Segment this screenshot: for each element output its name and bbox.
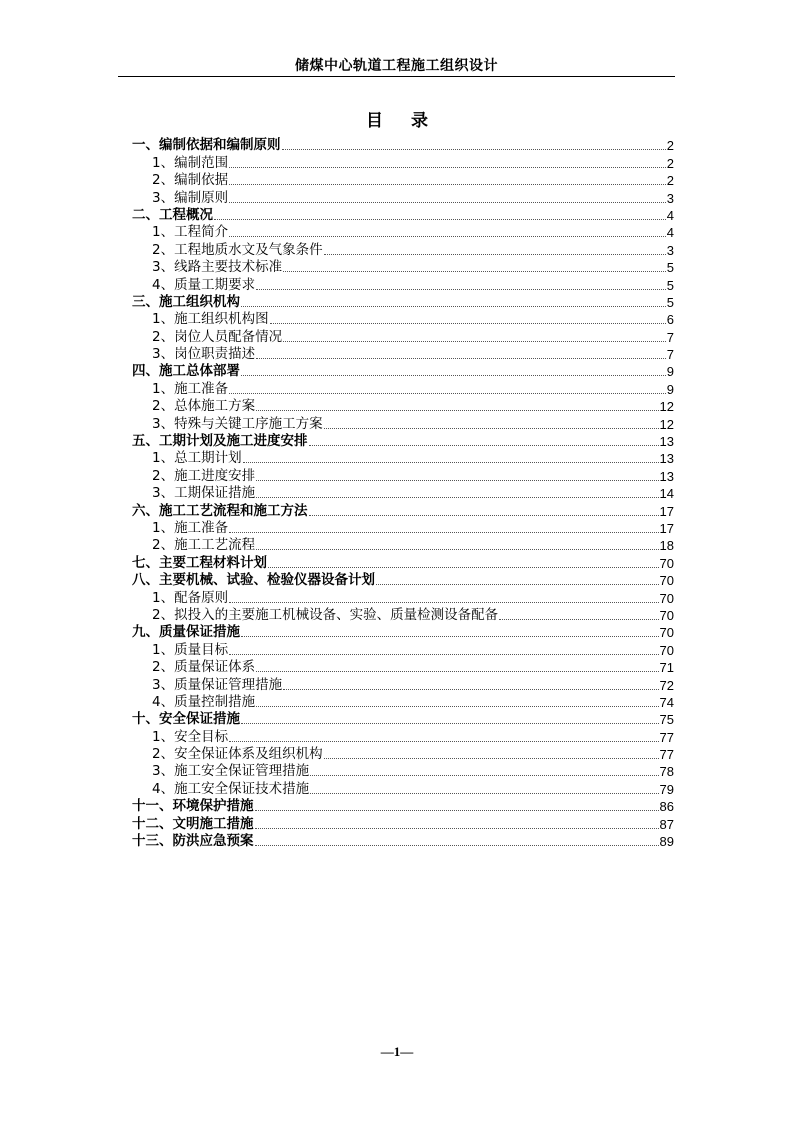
- toc-entry-page-number: 12: [659, 416, 674, 432]
- toc-entry-page-number: 17: [659, 520, 674, 536]
- toc-subsection-entry[interactable]: [132, 520, 674, 537]
- toc-section-entry[interactable]: [132, 554, 674, 571]
- toc-entry-page-number: 2: [666, 155, 674, 171]
- toc-entry-page-number: 70: [659, 642, 674, 658]
- toc-dot-leader: [376, 584, 659, 585]
- toc-subsection-entry[interactable]: [132, 537, 674, 554]
- toc-dot-leader: [499, 619, 658, 620]
- toc-entry-label: 1、安全目标: [152, 728, 229, 745]
- toc-subsection-entry[interactable]: [132, 398, 674, 415]
- page-number: —1—: [380, 1044, 414, 1059]
- toc-dot-leader: [256, 410, 658, 411]
- toc-dot-leader: [229, 184, 666, 185]
- toc-section-entry[interactable]: [132, 137, 674, 154]
- toc-dot-leader: [229, 393, 666, 394]
- toc-subsection-entry[interactable]: [132, 415, 674, 432]
- toc-entry-page-number: 5: [666, 260, 674, 276]
- toc-entry-page-number: 77: [659, 747, 674, 763]
- toc-subsection-entry[interactable]: [132, 380, 674, 397]
- toc-entry-page-number: 2: [666, 173, 674, 189]
- toc-entry-label: 五、工期计划及施工进度安排: [132, 433, 308, 450]
- toc-dot-leader: [270, 323, 666, 324]
- toc-subsection-entry[interactable]: [132, 607, 674, 624]
- toc-dot-leader: [256, 671, 658, 672]
- toc-section-entry[interactable]: [132, 502, 674, 519]
- toc-entry-label: 十二、文明施工措施: [132, 815, 254, 832]
- toc-subsection-entry[interactable]: [132, 763, 674, 780]
- toc-entry-label: 2、施工进度安排: [152, 467, 256, 484]
- toc-entry-label: 3、质量保证管理措施: [152, 676, 283, 693]
- toc-dot-leader: [256, 497, 658, 498]
- toc-section-entry[interactable]: [132, 815, 674, 832]
- toc-entry-page-number: 74: [659, 694, 674, 710]
- toc-entry-page-number: 70: [659, 555, 674, 571]
- toc-dot-leader: [255, 845, 659, 846]
- toc-entry-label: 1、总工期计划: [152, 450, 242, 467]
- toc-entry-page-number: 9: [666, 381, 674, 397]
- toc-entry-label: 九、质量保证措施: [132, 624, 240, 641]
- toc-subsection-entry[interactable]: [132, 259, 674, 276]
- toc-dot-leader: [283, 341, 666, 342]
- toc-subsection-entry[interactable]: [132, 311, 674, 328]
- toc-entry-label: 八、主要机械、试验、检验仪器设备计划: [132, 572, 375, 589]
- toc-entry-label: 4、施工安全保证技术措施: [152, 780, 310, 797]
- toc-entry-page-number: 17: [659, 503, 674, 519]
- toc-entry-page-number: 4: [666, 225, 674, 241]
- toc-section-entry[interactable]: [132, 294, 674, 311]
- toc-entry-label: 十一、环境保护措施: [132, 798, 254, 815]
- toc-subsection-entry[interactable]: [132, 346, 674, 363]
- toc-subsection-entry[interactable]: [132, 485, 674, 502]
- toc-entry-label: 2、岗位人员配备情况: [152, 328, 283, 345]
- toc-dot-leader: [241, 306, 666, 307]
- toc-entry-page-number: 9: [666, 364, 674, 380]
- toc-section-entry[interactable]: [132, 433, 674, 450]
- toc-dot-leader: [256, 289, 666, 290]
- toc-subsection-entry[interactable]: [132, 276, 674, 293]
- toc-dot-leader: [310, 793, 658, 794]
- toc-dot-leader: [309, 515, 659, 516]
- toc-dot-leader: [256, 549, 658, 550]
- toc-subsection-entry[interactable]: [132, 728, 674, 745]
- toc-section-entry[interactable]: [132, 363, 674, 380]
- toc-entry-label: 3、编制原则: [152, 189, 229, 206]
- toc-dot-leader: [241, 723, 659, 724]
- toc-entry-label: 1、配备原则: [152, 589, 229, 606]
- toc-entry-label: 4、质量工期要求: [152, 276, 256, 293]
- toc-entry-page-number: 70: [659, 607, 674, 623]
- toc-entry-page-number: 13: [659, 434, 674, 450]
- toc-section-entry[interactable]: [132, 572, 674, 589]
- toc-entry-page-number: 7: [666, 347, 674, 363]
- toc-entry-label: 十、安全保证措施: [132, 711, 240, 728]
- toc-dot-leader: [256, 480, 658, 481]
- toc-entry-label: 三、施工组织机构: [132, 293, 240, 310]
- toc-entry-page-number: 70: [659, 590, 674, 606]
- toc-entry-label: 3、施工安全保证管理措施: [152, 763, 310, 780]
- toc-dot-leader: [229, 167, 666, 168]
- toc-section-entry[interactable]: [132, 207, 674, 224]
- toc-dot-leader: [255, 828, 659, 829]
- toc-dot-leader: [229, 532, 658, 533]
- toc-dot-leader: [324, 428, 659, 429]
- toc-entry-page-number: 79: [659, 781, 674, 797]
- toc-subsection-entry[interactable]: [132, 328, 674, 345]
- toc-entry-page-number: 71: [659, 660, 674, 676]
- toc-entry-page-number: 2: [666, 138, 674, 154]
- toc-entry-label: 2、总体施工方案: [152, 398, 256, 415]
- toc-section-entry[interactable]: [132, 798, 674, 815]
- toc-dot-leader: [229, 654, 658, 655]
- toc-subsection-entry[interactable]: [132, 467, 674, 484]
- toc-entry-label: 1、施工组织机构图: [152, 311, 269, 328]
- toc-dot-leader: [256, 706, 658, 707]
- document-header-title: 储煤中心轨道工程施工组织设计: [295, 58, 498, 74]
- toc-dot-leader: [324, 758, 659, 759]
- toc-entry-label: 2、编制依据: [152, 172, 229, 189]
- toc-entry-label: 1、质量目标: [152, 641, 229, 658]
- toc-entry-label: 二、工程概况: [132, 206, 213, 223]
- toc-entry-label: 2、工程地质水文及气象条件: [152, 241, 323, 258]
- toc-entry-page-number: 89: [659, 834, 674, 850]
- toc-dot-leader: [283, 271, 666, 272]
- toc-subsection-entry[interactable]: [132, 241, 674, 258]
- toc-entry-page-number: 72: [659, 677, 674, 693]
- toc-entry-page-number: 6: [666, 312, 674, 328]
- toc-entry-page-number: 87: [659, 816, 674, 832]
- toc-section-entry[interactable]: [132, 711, 674, 728]
- toc-dot-leader: [256, 358, 666, 359]
- toc-dot-leader: [324, 254, 666, 255]
- toc-dot-leader: [310, 775, 658, 776]
- toc-subsection-entry[interactable]: [132, 450, 674, 467]
- toc-entry-page-number: 13: [659, 468, 674, 484]
- toc-dot-leader: [282, 149, 666, 150]
- header-divider: [118, 76, 675, 77]
- toc-entry-label: 1、编制范围: [152, 154, 229, 171]
- table-of-contents: [132, 137, 674, 850]
- toc-entry-page-number: 3: [666, 190, 674, 206]
- toc-entry-label: 七、主要工程材料计划: [132, 554, 267, 571]
- toc-dot-leader: [229, 602, 658, 603]
- toc-dot-leader: [229, 202, 666, 203]
- toc-section-entry[interactable]: [132, 624, 674, 641]
- toc-entry-page-number: 5: [666, 294, 674, 310]
- toc-entry-page-number: 4: [666, 207, 674, 223]
- toc-entry-label: 1、施工准备: [152, 519, 229, 536]
- toc-dot-leader: [309, 445, 659, 446]
- toc-entry-label: 3、特殊与关键工序施工方案: [152, 415, 323, 432]
- toc-subsection-entry[interactable]: [132, 172, 674, 189]
- toc-entry-label: 3、岗位职责描述: [152, 346, 256, 363]
- toc-entry-label: 2、施工工艺流程: [152, 537, 256, 554]
- toc-entry-page-number: 86: [659, 799, 674, 815]
- toc-entry-label: 六、施工工艺流程和施工方法: [132, 502, 308, 519]
- toc-entry-page-number: 3: [666, 242, 674, 258]
- toc-subsection-entry[interactable]: [132, 189, 674, 206]
- toc-dot-leader: [241, 636, 659, 637]
- toc-dot-leader: [214, 219, 666, 220]
- toc-dot-leader: [229, 236, 666, 237]
- toc-subsection-entry[interactable]: [132, 589, 674, 606]
- toc-entry-label: 十三、防洪应急预案: [132, 833, 254, 850]
- toc-entry-label: 一、编制依据和编制原则: [132, 137, 281, 154]
- toc-dot-leader: [229, 741, 658, 742]
- toc-section-entry[interactable]: [132, 833, 674, 850]
- toc-entry-page-number: 70: [659, 625, 674, 641]
- toc-entry-label: 四、施工总体部署: [132, 363, 240, 380]
- toc-entry-page-number: 18: [659, 538, 674, 554]
- toc-entry-label: 2、拟投入的主要施工机械设备、实验、质量检测设备配备: [152, 606, 499, 623]
- toc-entry-label: 1、施工准备: [152, 380, 229, 397]
- toc-subsection-entry[interactable]: [132, 154, 674, 171]
- toc-entry-page-number: 77: [659, 729, 674, 745]
- toc-entry-page-number: 12: [659, 399, 674, 415]
- toc-subsection-entry[interactable]: [132, 659, 674, 676]
- toc-dot-leader: [255, 810, 659, 811]
- toc-dot-leader: [241, 375, 666, 376]
- toc-subsection-entry[interactable]: [132, 694, 674, 711]
- toc-dot-leader: [243, 462, 659, 463]
- toc-entry-label: 3、工期保证措施: [152, 485, 256, 502]
- toc-entry-page-number: 78: [659, 764, 674, 780]
- toc-entry-page-number: 75: [659, 712, 674, 728]
- toc-entry-label: 2、安全保证体系及组织机构: [152, 746, 323, 763]
- toc-entry-label: 3、线路主要技术标准: [152, 259, 283, 276]
- toc-entry-page-number: 14: [659, 486, 674, 502]
- toc-entry-page-number: 7: [666, 329, 674, 345]
- toc-subsection-entry[interactable]: [132, 746, 674, 763]
- toc-entry-label: 2、质量保证体系: [152, 659, 256, 676]
- toc-entry-page-number: 70: [659, 573, 674, 589]
- toc-dot-leader: [268, 567, 659, 568]
- toc-subsection-entry[interactable]: [132, 780, 674, 797]
- toc-entry-page-number: 13: [659, 451, 674, 467]
- toc-dot-leader: [283, 689, 658, 690]
- toc-entry-page-number: 5: [666, 277, 674, 293]
- toc-title: 目录: [366, 111, 456, 131]
- toc-subsection-entry[interactable]: [132, 224, 674, 241]
- toc-entry-label: 4、质量控制措施: [152, 693, 256, 710]
- toc-subsection-entry[interactable]: [132, 641, 674, 658]
- toc-subsection-entry[interactable]: [132, 676, 674, 693]
- toc-entry-label: 1、工程简介: [152, 224, 229, 241]
